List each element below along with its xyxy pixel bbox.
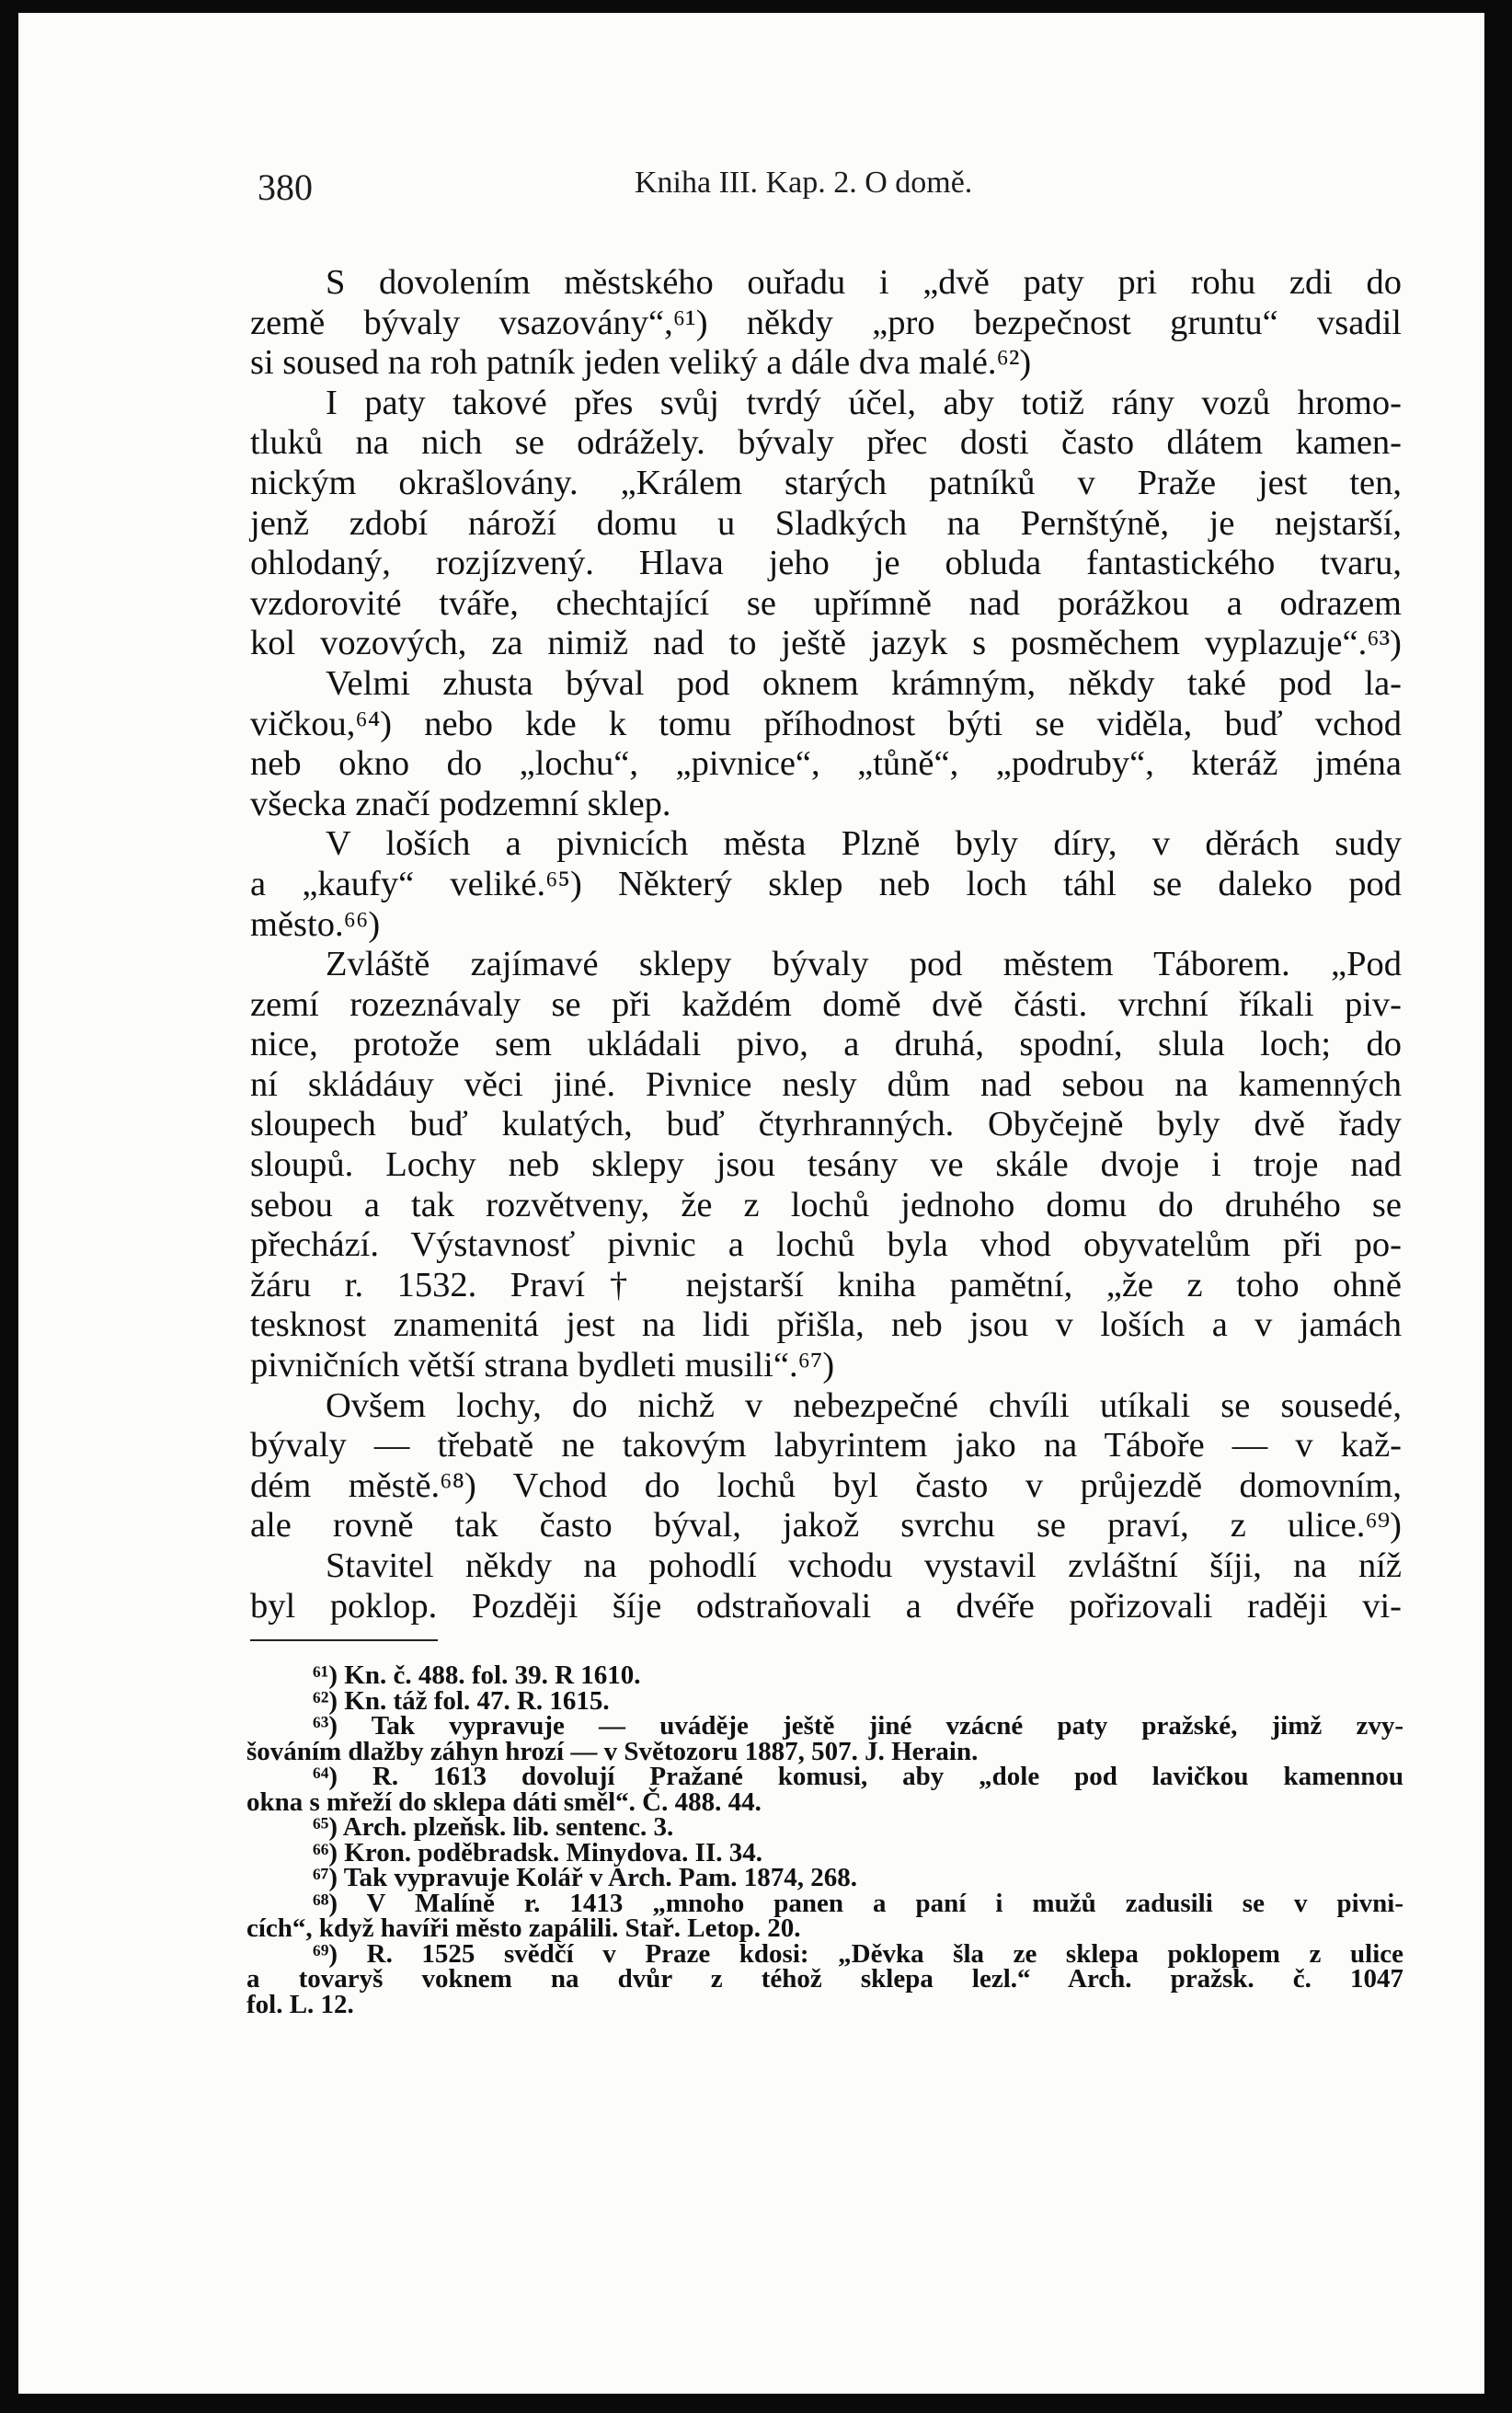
text-line: I paty takové přes svůj tvrdý účel, aby totiž rány vozů hromo- (326, 383, 1402, 422)
text-line: vičkou,⁶⁴) nebo kde k tomu příhodnost býti se viděla, buď vchod (250, 704, 1402, 743)
footnote-line: ⁶³) Tak vypravuje — uváděje ještě jiné vzácné paty pražské, jimž zvy- (313, 1711, 1403, 1741)
footnote-line: ⁶⁵) Arch. plzeňsk. lib. sentenc. 3. (313, 1812, 674, 1842)
page-header (258, 160, 1278, 215)
text-line: přechází. Výstavnosť pivnic a lochů byla vhod obyvatelům při po- (250, 1225, 1402, 1265)
footnote-line: šováním dlažby záhyn hrozí — v Světozoru 1887, 507. J. Herain. (246, 1736, 979, 1766)
footnote-line: ⁶⁹) R. 1525 svědčí v Praze kdosi: „Děvka šla ze sklepa poklopem z ulice (313, 1938, 1403, 1969)
text-line: sloupech buď kulatých, buď čtyrhranných. Obyčejně byly dvě řady (250, 1105, 1402, 1144)
footnote-line: okna s mřeží do sklepa dáti směl“. Č. 488. 44. (246, 1787, 762, 1817)
footnote-line: fol. L. 12. (246, 1989, 354, 2019)
book-page (18, 13, 1484, 2394)
text-line: sloupů. Lochy neb sklepy jsou tesány ve skále dvoje i troje nad (250, 1145, 1402, 1185)
text-line: bývaly — třebatě ne takovým labyrintem jako na Táboře — v kaž- (250, 1426, 1402, 1465)
text-line: tluků na nich se odrážely. bývaly přec dosti často dlátem kamen- (250, 423, 1402, 463)
footnote-line: ⁶²) Kn. táž fol. 47. R. 1615. (313, 1685, 610, 1716)
text-line: ohlodaný, rozjízvený. Hlava jeho je obluda fantastického tvaru, (250, 544, 1402, 583)
footnote-line: cích“, když havíři město zapálili. Stař. Letop. 20. (246, 1913, 801, 1943)
text-line: nickým okrašlovány. „Králem starých patníků v Praže jest ten, (250, 463, 1402, 502)
text-line: S dovolením městského ouřadu i „dvě paty pri rohu zdi do (326, 263, 1402, 302)
text-line: nice, protože sem ukládali pivo, a druhá, spodní, slula loch; do (250, 1025, 1402, 1064)
footnote-separator (250, 1639, 438, 1641)
text-line: vzdorovité tváře, chechtající se upřímně nad porážkou a odrazem (250, 583, 1402, 623)
text-line: žáru r. 1532. Praví† nejstarší kniha pamětní, „že z toho ohně (250, 1265, 1402, 1304)
text-line: ale rovně tak často býval, jakož svrchu se praví, z ulice.⁶⁹) (250, 1506, 1402, 1545)
text-line: si soused na roh patník jeden veliký a dále dva malé.⁶²) (250, 343, 1032, 383)
footnote-line: ⁶¹) Kn. č. 488. fol. 39. R 1610. (313, 1660, 641, 1690)
footnote-line: ⁶⁸) V Malíně r. 1413 „mnoho panen a paní i mužů zadusili se v pivni- (313, 1888, 1403, 1918)
text-line: Ovšem lochy, do nichž v nebezpečné chvíli utíkali se sousedé, (326, 1385, 1402, 1425)
text-line: zemí rozeznávaly se při každém domě dvě části. vrchní říkali piv- (250, 984, 1402, 1024)
text-line: V loších a pivnicích města Plzně byly díry, v děrách sudy (326, 824, 1402, 864)
running-title: Kniha III. Kap. 2. O domě. (635, 166, 973, 200)
text-line: Stavitel někdy na pohodlí vchodu vystavil zvláštní šíji, na níž (326, 1546, 1402, 1585)
text-line: země bývaly vsazovány“,⁶¹) někdy „pro bezpečnost gruntu“ vsadil (250, 303, 1402, 342)
text-line: byl poklop. Později šíje odstraňovali a dvéře pořizovali raději vi- (250, 1586, 1402, 1626)
text-line: neb okno do „lochu“, „pivnice“, „tůně“, „podruby“, kteráž jména (250, 744, 1402, 784)
text-line: Zvláště zajímavé sklepy bývaly pod městem Táborem. „Pod (326, 945, 1402, 984)
footnote-line: a tovaryš voknem na dvůr z téhož sklepa lezl.“ Arch. pražsk. č. 1047 (246, 1964, 1403, 1994)
text-line: kol vozových, za nimiž nad to ještě jazyk s posměchem vyplazuje“.⁶³) (250, 624, 1402, 663)
text-line: pivničních větší strana bydleti musili“.⁶⁷) (250, 1346, 835, 1385)
body-text (250, 263, 1402, 1626)
footnote-line: ⁶⁴) R. 1613 dovolují Pražané komusi, aby „dole pod lavičkou kamennou (313, 1762, 1403, 1791)
text-line: sebou a tak rozvětveny, že z lochů jednoho domu do druhého se (250, 1185, 1402, 1224)
footnote-line: ⁶⁷) Tak vypravuje Kolář v Arch. Pam. 1874, 268. (313, 1863, 858, 1892)
footnotes (246, 1660, 1403, 2019)
text-line: tesknost znamenitá jest na lidi přišla, neb jsou v loších a v jamách (250, 1305, 1402, 1345)
text-line: ní skládáuy věci jiné. Pivnice nesly dům nad sebou na kamenných (250, 1064, 1402, 1104)
text-line: město.⁶⁶) (250, 904, 381, 944)
footnote-line: ⁶⁶) Kron. poděbradsk. Minydova. II. 34. (313, 1837, 763, 1867)
text-line: dém městě.⁶⁸) Vchod do lochů byl často v průjezdě domovním, (250, 1465, 1402, 1505)
text-line: jenž zdobí nároží domu u Sladkých na Pernštýně, je nejstarší, (250, 503, 1402, 543)
page-number: 380 (258, 167, 313, 208)
text-line: a „kaufy“ veliké.⁶⁵) Některý sklep neb loch táhl se daleko pod (250, 864, 1402, 903)
text-line: všecka značí podzemní sklep. (250, 784, 671, 823)
text-line: Velmi zhusta býval pod oknem krámným, někdy také pod la- (326, 663, 1402, 703)
